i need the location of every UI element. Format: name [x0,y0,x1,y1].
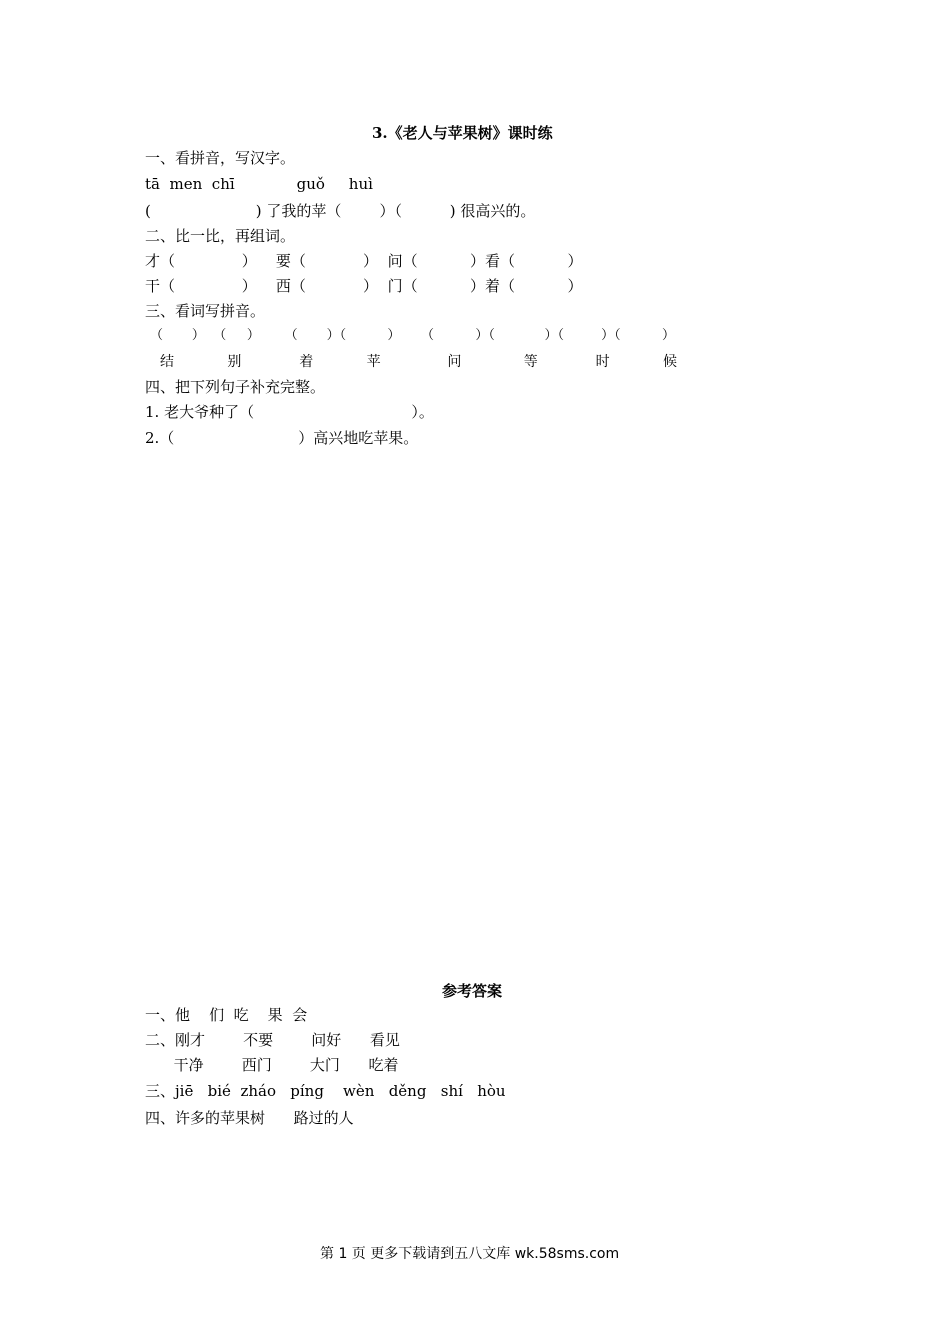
worksheet-title: 3.《老人与苹果树》课时练 [372,124,553,142]
answer-2-line-2: 干净 西门 大门 吃着 [145,1056,399,1074]
section-2-row-1: 才（ ） 要（ ） 问（ ）看（ ） [145,252,583,270]
section-1-pinyin: tā men chī guǒ huì [145,175,373,193]
section-2-heading: 二、比一比，再组词。 [145,227,296,245]
section-4-heading: 四、把下列句子补充完整。 [145,378,326,396]
answers-title: 参考答案 [442,982,503,1000]
section-1-blanks: ( ) 了我的苹（ ）（ ) 很高兴的。 [145,202,536,220]
section-3-heading: 三、看词写拼音。 [145,302,266,320]
page-footer: 第 1 页 更多下载请到五八文库 wk.58sms.com [320,1246,620,1262]
answer-2-line-1: 二、刚才 不要 问好 看见 [145,1031,400,1049]
section-1-heading: 一、看拼音，写汉字。 [145,149,296,167]
section-2-row-2: 干（ ） 西（ ） 门（ ）着（ ） [145,277,583,295]
answer-4: 四、许多的苹果树 路过的人 [145,1109,354,1127]
section-4-question-1: 1. 老大爷种了（ ）。 [145,403,434,421]
section-3-chars: 结 别 着 苹 问 等 时 候 [160,354,677,370]
answer-3: 三、jiē bié zháo píng wèn děng shí hòu [145,1082,506,1100]
section-4-question-2: 2.（ ）高兴地吃苹果。 [145,429,419,447]
answer-1: 一、他 们 吃 果 会 [145,1006,308,1024]
section-3-blanks: （ ） （ ） （ ）（ ） （ ）（ ）（ ）（ ） [150,328,675,343]
